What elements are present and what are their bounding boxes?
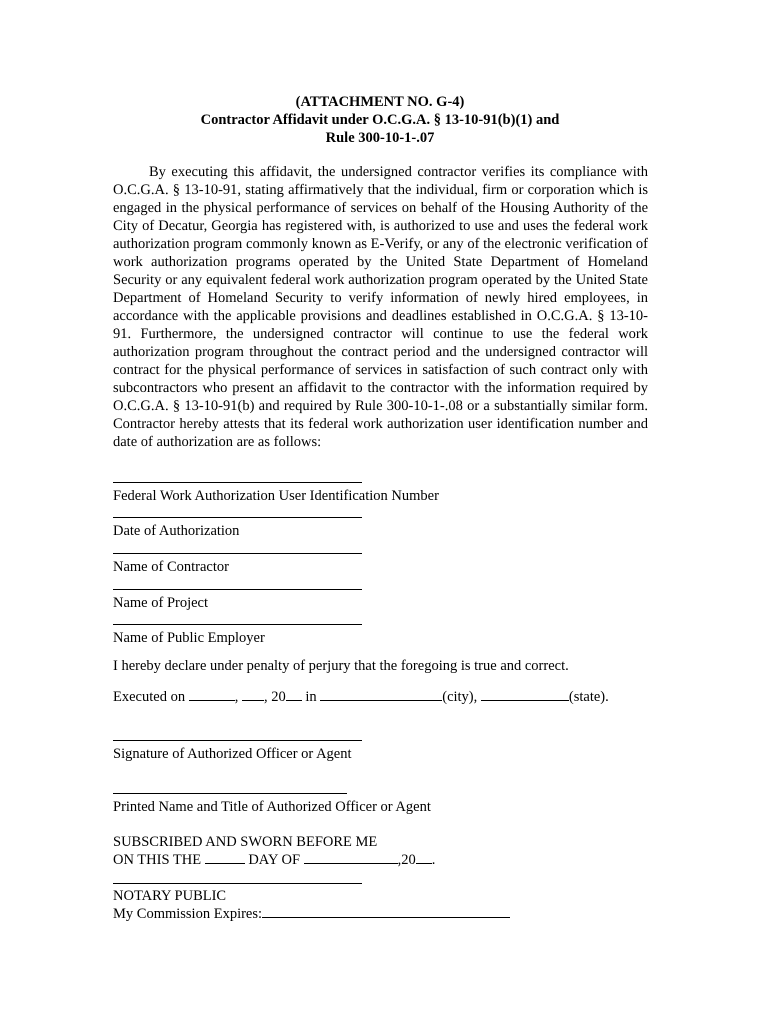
date-of-authorization-label: Date of Authorization [113, 523, 240, 539]
executed-sep-2: , 20 [263, 689, 286, 705]
notary-signature-blank[interactable] [113, 883, 362, 884]
sworn-statement: SUBSCRIBED AND SWORN BEFORE ME [113, 834, 378, 850]
executed-city-blank[interactable] [320, 688, 442, 701]
executed-city-label: (city), [442, 689, 478, 705]
project-name-field[interactable] [113, 589, 362, 612]
sworn-year-blank[interactable] [416, 851, 432, 864]
executed-year-blank[interactable] [286, 688, 302, 701]
contractor-name-field[interactable] [113, 553, 362, 576]
signature-blank[interactable] [113, 740, 362, 741]
notary-field[interactable] [113, 883, 362, 884]
public-employer-blank[interactable] [113, 624, 362, 625]
date-of-authorization-blank[interactable] [113, 517, 362, 518]
sworn-day-blank[interactable] [205, 851, 245, 864]
commission-expires-blank[interactable] [262, 905, 510, 918]
signature-field[interactable] [113, 740, 362, 763]
user-id-label: Federal Work Authorization User Identification Number [113, 488, 439, 504]
commission-expires-line [113, 905, 510, 923]
perjury-declaration: I hereby declare under penalty of perjury that the foregoing is true and correct. [113, 658, 569, 674]
executed-sep-1: , [234, 689, 239, 705]
executed-in-label: in [305, 689, 317, 705]
date-of-authorization-field[interactable] [113, 517, 362, 540]
sworn-line-end: . [431, 852, 436, 868]
affidavit-heading: Contractor Affidavit under O.C.G.A. § 13-10-91(b)(1) and [200, 112, 560, 128]
public-employer-field[interactable] [113, 624, 362, 647]
printed-name-label: Printed Name and Title of Authorized Officer or Agent [113, 799, 431, 815]
user-id-blank[interactable] [113, 482, 362, 483]
executed-state-blank[interactable] [481, 688, 569, 701]
project-name-label: Name of Project [113, 595, 209, 611]
attachment-number: (ATTACHMENT NO. G-4) [295, 94, 465, 110]
user-id-field[interactable] [113, 482, 439, 505]
signature-label: Signature of Authorized Officer or Agent [113, 746, 352, 762]
printed-name-field[interactable] [113, 793, 431, 816]
contractor-name-blank[interactable] [113, 553, 362, 554]
sworn-year-prefix: ,20 [397, 852, 416, 868]
executed-state-label: (state). [568, 689, 609, 705]
sworn-month-blank[interactable] [304, 851, 398, 864]
project-name-blank[interactable] [113, 589, 362, 590]
executed-day-blank[interactable] [242, 688, 264, 701]
document-title [112, 93, 648, 147]
public-employer-label: Name of Public Employer [113, 630, 265, 646]
sworn-date-line [113, 851, 435, 869]
executed-on-line [113, 688, 609, 706]
day-of-label: DAY OF [248, 852, 301, 868]
contractor-name-label: Name of Contractor [113, 559, 229, 575]
executed-on-label: Executed on [113, 689, 186, 705]
affidavit-text: By executing this affidavit, the undersigned contractor verifies its compliance with O.C.G.A. § 13-10-91, stating affirmatively that the individual, firm or corporation which is engaged in the physical performance of services on behalf of the Housing Authority of the City of Decatur, Georgia has registered with, is authorized to use and uses the federal work authorization program commonly known as E-Verify, or any of the electronic verification of work authorization programs operated by the United State Department of Homeland Security or any equivalent federal work authorization program operated by the United State Department of Homeland Security to verify information of newly hired employees, in accordance with the applicable provisions and deadlines established in O.C.G.A. § 13-10-91. Furthermore, the undersigned contractor will continue to use the federal work authorization program throughout the contract period and the undersigned contractor will contract for the physical performance of services in satisfaction of such contract only with subcontractors who present an affidavit to the contractor with the information required by O.C.G.A. § 13-10-91(b) and required by Rule 300-10-1-.08 or a substantially similar form. Contractor hereby attests that its federal work authorization user identification number and date of authorization are as follows: [113, 164, 648, 450]
executed-month-blank[interactable] [189, 688, 235, 701]
rule-reference: Rule 300-10-1-.07 [325, 130, 435, 146]
commission-expires-label: My Commission Expires: [113, 906, 263, 922]
notary-public-label: NOTARY PUBLIC [113, 888, 227, 904]
on-this-label: ON THIS THE [113, 852, 202, 868]
printed-name-blank[interactable] [113, 793, 347, 794]
